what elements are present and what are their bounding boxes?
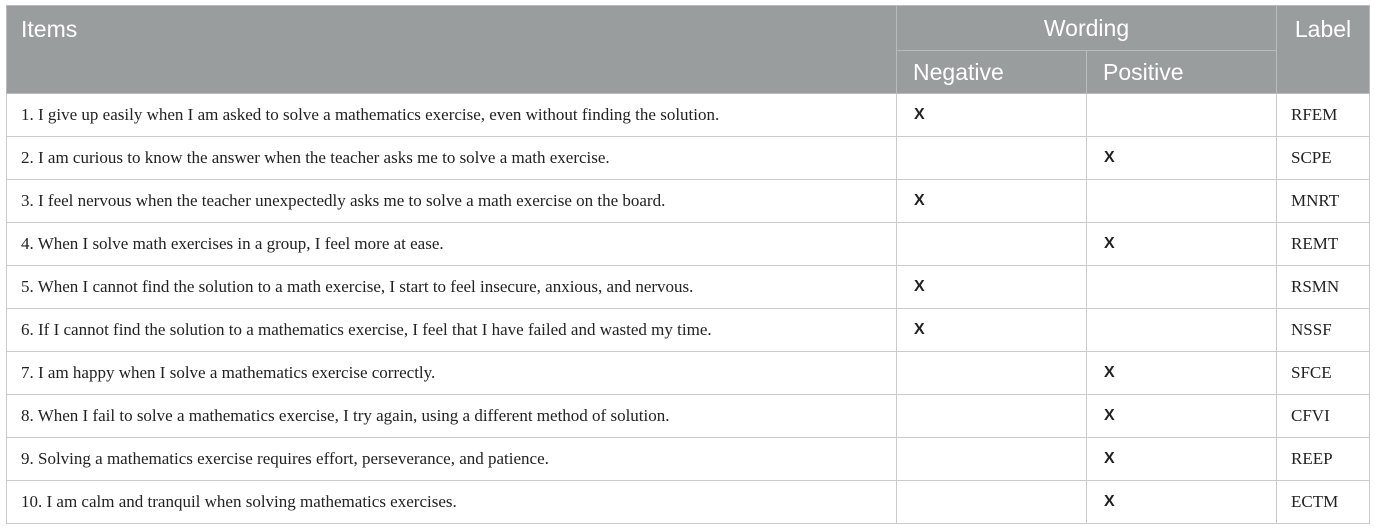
item-label: CFVI [1277,395,1370,438]
item-label: SFCE [1277,352,1370,395]
table-row [7,180,1370,223]
item-text: 10. I am calm and tranquil when solving mathematics exercises. [7,481,897,524]
item-text: 6. If I cannot find the solution to a mathematics exercise, I feel that I have failed and wasted my time. [7,309,897,352]
item-label: REEP [1277,438,1370,481]
header-wording: Wording [897,6,1277,51]
negative-mark: X [897,266,1087,309]
table-body [7,94,1370,524]
positive-mark: X [1087,137,1277,180]
negative-mark: X [897,94,1087,137]
item-label: RSMN [1277,266,1370,309]
positive-mark: X [1087,481,1277,524]
table-row [7,352,1370,395]
table-row [7,309,1370,352]
negative-mark [897,395,1087,438]
negative-mark [897,137,1087,180]
positive-mark: X [1087,438,1277,481]
item-text: 3. I feel nervous when the teacher unexpectedly asks me to solve a math exercise on the board. [7,180,897,223]
negative-mark [897,438,1087,481]
negative-mark: X [897,309,1087,352]
items-table-container [6,5,1369,524]
table-row [7,137,1370,180]
negative-mark: X [897,180,1087,223]
item-label: MNRT [1277,180,1370,223]
positive-mark [1087,180,1277,223]
item-text: 1. I give up easily when I am asked to solve a mathematics exercise, even without finding the solution. [7,94,897,137]
negative-mark [897,481,1087,524]
item-text: 9. Solving a mathematics exercise requires effort, perseverance, and patience. [7,438,897,481]
items-table [6,5,1370,524]
header-items: Items [7,6,897,94]
positive-mark: X [1087,223,1277,266]
item-text: 5. When I cannot find the solution to a math exercise, I start to feel insecure, anxious, and nervous. [7,266,897,309]
item-label: NSSF [1277,309,1370,352]
header-negative: Negative [897,51,1087,94]
negative-mark [897,223,1087,266]
table-row [7,438,1370,481]
negative-mark [897,352,1087,395]
positive-mark [1087,94,1277,137]
positive-mark [1087,309,1277,352]
positive-mark [1087,266,1277,309]
item-text: 8. When I fail to solve a mathematics exercise, I try again, using a different method of solution. [7,395,897,438]
table-header [7,6,1370,94]
item-text: 2. I am curious to know the answer when the teacher asks me to solve a math exercise. [7,137,897,180]
item-text: 4. When I solve math exercises in a group, I feel more at ease. [7,223,897,266]
item-text: 7. I am happy when I solve a mathematics exercise correctly. [7,352,897,395]
table-row [7,223,1370,266]
header-positive: Positive [1087,51,1277,94]
item-label: RFEM [1277,94,1370,137]
positive-mark: X [1087,395,1277,438]
table-row [7,481,1370,524]
item-label: ECTM [1277,481,1370,524]
positive-mark: X [1087,352,1277,395]
table-row [7,266,1370,309]
item-label: SCPE [1277,137,1370,180]
item-label: REMT [1277,223,1370,266]
header-label: Label [1277,6,1370,94]
table-row [7,94,1370,137]
table-row [7,395,1370,438]
